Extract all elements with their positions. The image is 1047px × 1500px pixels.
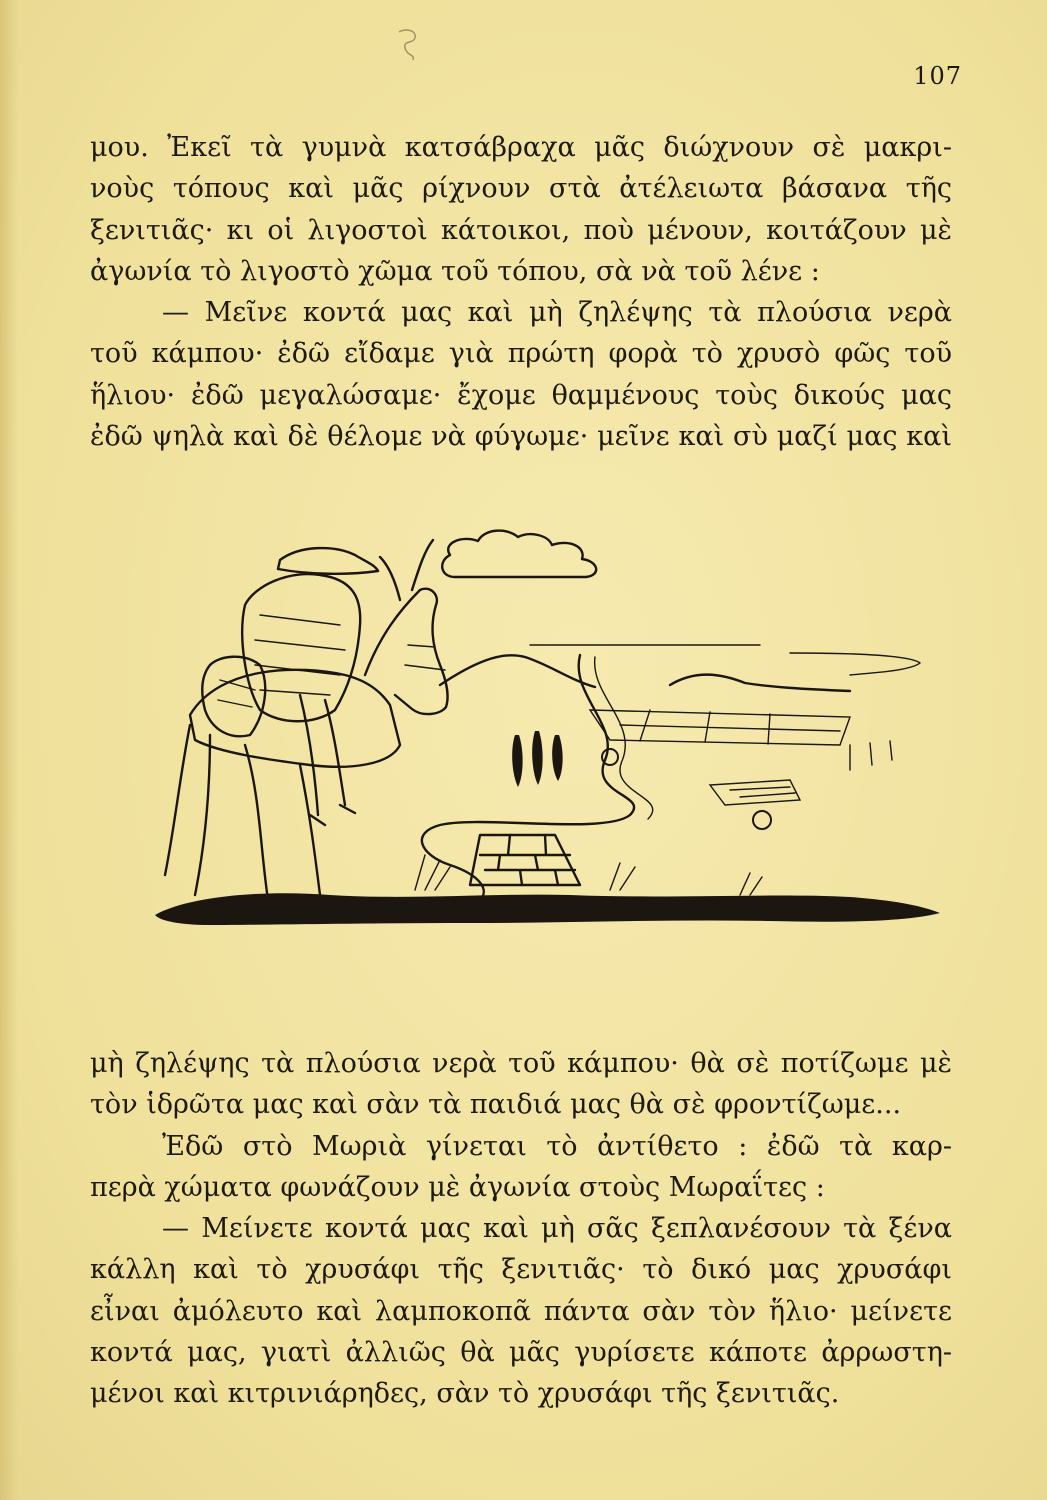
page-gutter-shadow [0, 0, 18, 1500]
text-line: τοῦ κάμπου· ἐδῶ εἴδαμε γιὰ πρώτη φορὰ τὸ χρυσὸ φῶς τοῦ [90, 338, 952, 370]
cypress-trees-drawing [512, 731, 771, 829]
cloud-drawing [442, 531, 596, 577]
text-line: — Μείνετε κοντά μας καὶ μὴ σᾶς ξεπλανέσουν τὰ ξένα [162, 1213, 952, 1245]
top-paragraphs [90, 127, 952, 457]
text-line: — Μεῖνε κοντά μας καὶ μὴ ζηλέψης τὰ πλούσια νερὰ [162, 297, 952, 329]
text-line: μένοι καὶ κιτρινιάρηδες, σὰν τὸ χρυσάφι τῆς ξενιτιᾶς. [90, 1378, 840, 1410]
text-line: κοντά μας, γιατὶ ἀλλιῶς θὰ μᾶς γυρίσετε κάποτε ἀρρωστη- [90, 1337, 952, 1369]
text-line: ἐδῶ ψηλὰ καὶ δὲ θέλομε νὰ φύγωμε· μεῖνε καὶ σὺ μαζί μας καὶ [90, 421, 952, 453]
text-line: ξενιτιᾶς· κι οἱ λιγοστοὶ κάτοικοι, ποὺ μένουν, κοιτάζουν μὲ [90, 214, 952, 246]
mountains-drawing [440, 655, 850, 691]
text-line: μὴ ζηλέψης τὰ πλούσια νερὰ τοῦ κάμπου· θὰ σὲ ποτίζωμε μὲ [90, 1048, 952, 1079]
text-line: ἥλιου· ἐδῶ μεγαλώσαμε· ἔχομε θαμμένους τοὺς δικούς μας [90, 379, 952, 411]
man-figure-drawing [202, 548, 378, 825]
ink-smudge [395, 28, 423, 62]
text-line: περὰ χώματα φωνάζουν μὲ ἀγωνία στοὺς Μωραΐτες : [90, 1171, 825, 1203]
illustration-man-on-donkey [150, 495, 950, 975]
bottom-paragraphs [90, 1043, 952, 1415]
text-line: ἀγωνία τὸ λιγοστὸ χῶμα τοῦ τόπου, σὰ νὰ τοῦ λένε : [90, 255, 820, 287]
text-line: εἶναι ἀμόλευτο καὶ λαμποκοπᾶ πάντα σὰν τὸν ἥλιο· μείνετε [90, 1295, 952, 1327]
text-line: τὸν ἱδρῶτα μας καὶ σὰν τὰ παιδιά μας θὰ σὲ φροντίζωμε... [90, 1089, 902, 1121]
text-line: Ἐδῶ στὸ Μωριὰ γίνεται τὸ ἀντίθετο : ἐδῶ τὰ καρ- [162, 1130, 952, 1162]
text-line: κάλλη καὶ τὸ χρυσάφι τῆς ξενιτιᾶς· τὸ δικό μας χρυσάφι [90, 1254, 952, 1286]
fields-drawing [590, 710, 892, 805]
stone-wall-drawing [470, 835, 580, 885]
text-line: νοὺς τόπους καὶ μᾶς ρίχνουν στὰ ἀτέλειωτα βάσανα τῆς [90, 173, 952, 205]
ground-drawing [155, 893, 940, 925]
page-number: 107 [913, 62, 962, 90]
text-line: μου. Ἐκεῖ τὰ γυμνὰ κατσάβραχα μᾶς διώχνουν σὲ μακρι- [90, 132, 952, 163]
